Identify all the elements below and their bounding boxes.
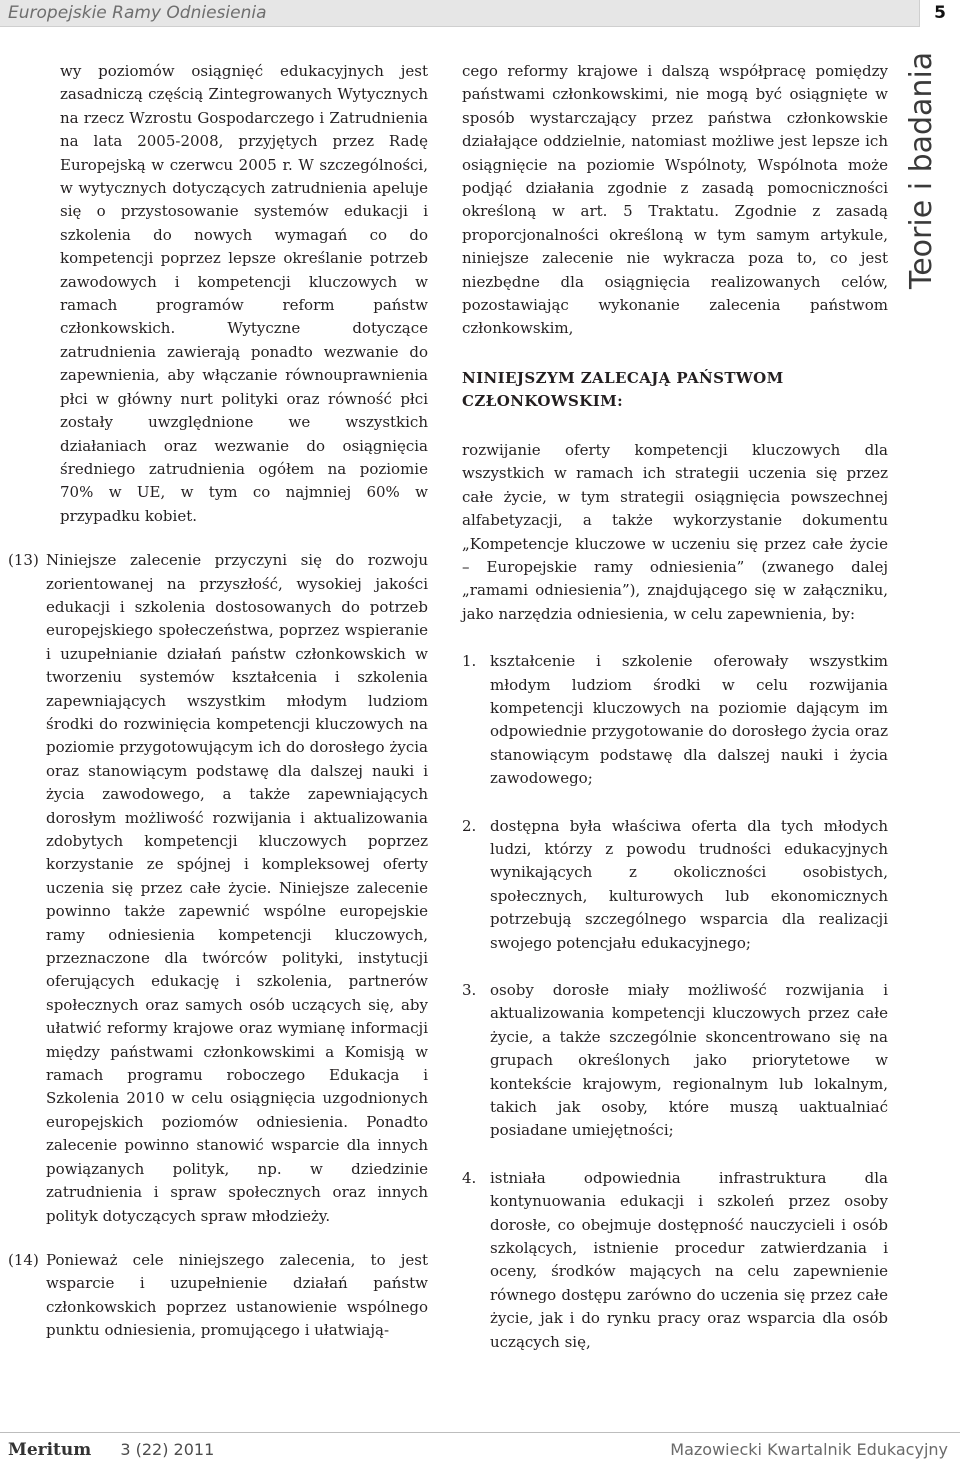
list-item-text: dostępna była właściwa oferta dla tych młodych ludzi, którzy z powodu trudności edukacyjnych wynikających z okoliczności osobistych, społecznych, kulturowych lub ekonomicznych potrzebują szczególnego wsparcia dla realizacji swojego potencjału edukacyjnego; xyxy=(490,816,888,952)
list-item-text: kształcenie i szkolenie oferowały wszystkim młodym ludziom środki w celu rozwijania kompetencji kluczowych na poziomie dającym im odpowiednie przygotowanie do dorosłego życia oraz stanowiącym podstawę dla dalszej nauki i życia zawodowego; xyxy=(490,652,888,788)
footer-divider xyxy=(0,1432,960,1433)
list-item xyxy=(462,650,888,790)
page-number: 5 xyxy=(919,0,960,27)
running-header-title: Europejskie Ramy Odniesienia xyxy=(8,3,267,23)
list-item xyxy=(462,815,888,955)
list-item-number: 2. xyxy=(462,816,477,835)
footer-left xyxy=(8,1440,214,1460)
list-item-number: 1. xyxy=(462,652,477,671)
continued-paragraph-right: cego reformy krajowe i dalszą współpracę pomiędzy państwami członkowskimi, nie mogą być osiągnięte w sposób wystarczający przez państwa członkowskie działające oddzielnie, natomiast możliwe jest lepsze ich osiągnięcie na poziomie Wspólnoty, Wspólnota może podjąć działania zgodnie z zasadą pomocniczności określoną w art. 5 Traktatu. Zgodnie z zasadą proporcjonalności określoną w tym samym artykule, niniejsze zalecenie nie wykracza poza to, co jest niezbędne dla osiągnięcia realizowanych celów, pozostawiając wykonanie zalecenia państwom członkowskim, xyxy=(462,62,888,338)
list-item-number: 3. xyxy=(462,981,477,999)
running-header xyxy=(0,0,960,27)
list-item-number: 4. xyxy=(462,1168,477,1187)
right-column xyxy=(462,60,888,1354)
list-item xyxy=(462,1167,888,1354)
recommendation-heading: NINIEJSZYM ZALECAJĄ PAŃSTWOM CZŁONKOWSKIM: xyxy=(462,368,784,410)
footer-publication: Mazowiecki Kwartalnik Edukacyjny xyxy=(670,1440,948,1459)
recommendation-intro: rozwijanie oferty kompetencji kluczowych dla wszystkich w ramach ich strategii uczenia się przez całe życie, w tym strategii osiągnięcia powszechnej alfabetyzacji, a także wykorzystanie dokumentu „Kompetencje kluczowe w uczeniu się przez całe życie – Europejskie ramy odniesienia” (zwanego dalej „ramami odniesienia”), znajdującego się w załączniku, jako narzędzia odniesienia, w celu zapewnienia, by: xyxy=(462,440,888,623)
list-item-text: osoby dorosłe miały możliwość rozwijania i aktualizowania kompetencji kluczowych przez całe życie, a także szczególnie skoncentrowano się na grupach określonych jako priorytetowe w kontekście krajowym, regionalnym lub lokalnym, takich jak osoby, które muszą uaktualniać posiadane umiejętności; xyxy=(490,981,888,1140)
list-item xyxy=(462,979,888,1143)
paragraph-14-text: Ponieważ cele niniejszego zalecenia, to jest wsparcie i uzupełnienie działań państw członkowskich poprzez ustanowienie wspólnego punktu odniesienia, promującego i ułatwiają- xyxy=(46,1250,428,1340)
paragraph-13 xyxy=(8,549,428,1228)
paragraph-13-text: Niniejsze zalecenie przyczyni się do rozwoju zorientowanej na przyszłość, wysokiej jakości edukacji i szkolenia dostosowanych do potrzeb europejskiego społeczeństwa, poprzez wspieranie i uzupełnianie działań państw członkowskich w tworzeniu systemów kształcenia i szkolenia zapewniających wszystkim młodym ludziom środki do rozwinięcia kompetencji kluczowych na poziomie przygotowującym ich do dorosłego życia oraz stanowiącym podstawę dla dalszej nauki i życia zawodowego, a także zapewniających dorosłym możliwość rozwijania i aktualizowania zdobytych kompetencji kluczowych poprzez korzystanie ze spójnej i kompleksowej oferty uczenia się przez całe życie. Niniejsze zalecenie powinno także zapewnić wspólne europejskie ramy odniesienia kompetencji kluczowych, przeznaczone dla twórców polityki, instytucji oferujących edukację i szkolenia, partnerów społecznych oraz samych osób uczących się, aby ułatwić reformy krajowe oraz wymianę informacji między państwami członkowskimi a Komisją w ramach programu roboczego Edukacja i Szkolenia 2010 w celu osiągnięcia uzgodnionych europejskich poziomów odniesienia. Ponadto zalecenie powinno stanowić wsparcie dla innych powiązanych polityk, np. w dziedzinie zatrudnienia i spraw społecznych oraz innych polityk dotyczących spraw młodzieży. xyxy=(46,551,428,1225)
list-item-text: istniała odpowiednia infrastruktura dla kontynuowania edukacji i szkoleń przez osoby dorosłe, co obejmuje dostępność nauczycieli i osób szkolących, istnienie procedur zatwierdzania i oceny, środków mających na celu zapewnienie równego dostępu zarówno do uczenia się przez całe życie, jak i do rynku pracy oraz wsparcia dla osób uczących się, xyxy=(490,1168,888,1351)
continued-paragraph: wy poziomów osiągnięć edukacyjnych jest zasadniczą częścią Zintegrowanych Wytycznych na rzecz Wzrostu Gospodarczego i Zatrudnienia na lata 2005-2008, przyjętych przez Radę Europejską w czerwcu 2005 r. W szczególności, w wytycznych dotyczących zatrudnienia apeluje się o przystosowanie systemów edukacji i szkolenia do nowych wymagań co do kompetencji poprzez lepsze określanie potrzeb zawodowych i kompetencji kluczowych w ramach programów reform państw członkowskich. Wytyczne dotyczące zatrudnienia zawierają ponadto wezwanie do zapewnienia, aby włączanie równouprawnienia płci w główny nurt polityki oraz równość płci zostały uwzględnione we wszystkich działaniach oraz wezwanie do osiągnięcia średniego zatrudnienia ogółem na poziomie 70% w UE, w tym co najmniej 60% w przypadku kobiet. xyxy=(60,62,428,525)
recommendation-list xyxy=(462,650,888,1354)
paragraph-14 xyxy=(8,1249,428,1343)
paragraph-14-number: (14) xyxy=(8,1250,39,1269)
journal-brand: Meritum xyxy=(8,1440,92,1460)
left-column xyxy=(8,60,428,1343)
paragraph-13-number: (13) xyxy=(8,551,39,570)
journal-issue: 3 (22) 2011 xyxy=(120,1440,215,1459)
section-tab: Teorie i badania xyxy=(904,52,939,290)
